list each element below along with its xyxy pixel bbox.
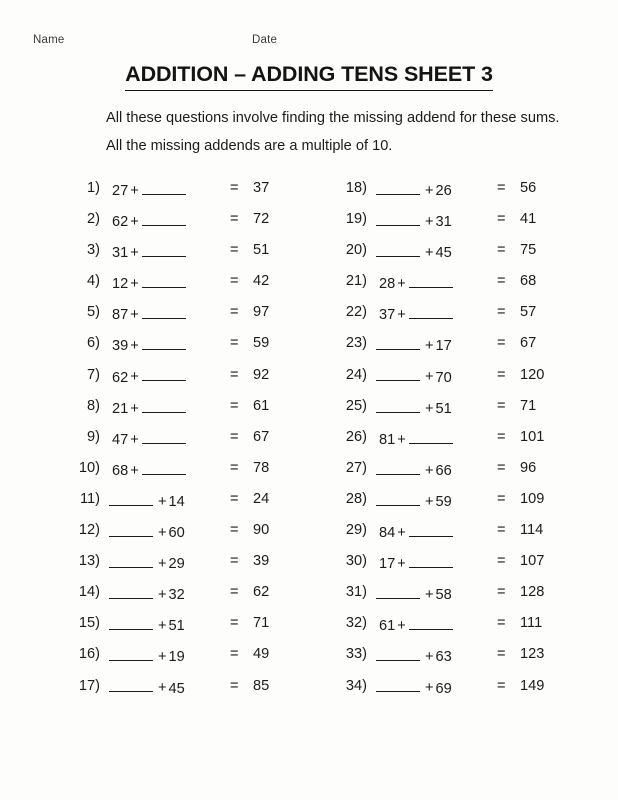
question-number: 13) <box>78 553 100 570</box>
known-addend: 14 <box>168 493 185 510</box>
question-number: 28) <box>345 490 367 507</box>
equals-sign: = <box>497 180 506 196</box>
sum-total: 123 <box>520 646 545 663</box>
plus-sign: + <box>425 587 434 604</box>
question-expression <box>375 180 487 199</box>
question-number: 29) <box>345 522 367 539</box>
question-number: 33) <box>345 646 367 663</box>
instruction-line: All these questions involve finding the missing addend for these sums. <box>106 110 560 126</box>
sum-total: 51 <box>253 242 270 259</box>
missing-addend-blank[interactable] <box>109 522 153 537</box>
plus-sign: + <box>397 431 406 448</box>
known-addend: 45 <box>168 680 185 697</box>
sum-total: 72 <box>253 211 270 228</box>
question-row <box>70 331 330 362</box>
question-row <box>70 363 330 394</box>
known-addend: 45 <box>435 245 452 262</box>
plus-sign: + <box>397 307 406 324</box>
plus-sign: + <box>425 245 434 262</box>
plus-sign: + <box>158 493 167 510</box>
instruction-line: All the missing addends are a multiple of 10. <box>106 138 393 154</box>
question-row <box>337 580 597 611</box>
known-addend: 19 <box>168 649 185 666</box>
plus-sign: + <box>130 213 139 230</box>
plus-sign: + <box>158 649 167 666</box>
question-row <box>70 207 330 238</box>
question-row <box>337 456 597 487</box>
question-expression <box>375 646 487 665</box>
sum-total: 62 <box>253 584 270 601</box>
question-number: 26) <box>345 428 367 445</box>
question-row <box>337 518 597 549</box>
question-row <box>337 425 597 456</box>
equals-sign: = <box>497 584 506 601</box>
known-addend: 70 <box>435 369 452 386</box>
sum-total: 39 <box>253 553 270 570</box>
question-number: 18) <box>345 180 367 196</box>
question-number: 12) <box>78 522 100 539</box>
equals-sign: = <box>230 615 239 632</box>
missing-addend-blank[interactable] <box>409 553 453 568</box>
plus-sign: + <box>130 182 139 199</box>
question-row <box>70 425 330 456</box>
missing-addend-blank[interactable] <box>109 491 153 506</box>
known-addend: 81 <box>379 431 396 448</box>
missing-addend-blank[interactable] <box>376 584 420 599</box>
worksheet-meta-row <box>0 34 618 50</box>
plus-sign: + <box>158 680 167 697</box>
question-number: 10) <box>78 459 100 476</box>
plus-sign: + <box>425 493 434 510</box>
known-addend: 62 <box>112 213 129 230</box>
missing-addend-blank[interactable] <box>376 491 420 506</box>
equals-sign: = <box>497 242 506 259</box>
question-number: 22) <box>345 304 367 321</box>
question-column-right <box>337 176 597 705</box>
equals-sign: = <box>497 459 506 476</box>
question-number: 2) <box>87 211 100 228</box>
sum-total: 92 <box>253 366 270 383</box>
plus-sign: + <box>397 276 406 293</box>
known-addend: 12 <box>112 276 129 293</box>
plus-sign: + <box>130 245 139 262</box>
known-addend: 31 <box>435 213 452 230</box>
question-row <box>70 487 330 518</box>
question-column-left <box>70 176 330 705</box>
sum-total: 61 <box>253 397 270 414</box>
question-number: 6) <box>87 335 100 352</box>
question-row <box>337 487 597 518</box>
missing-addend-blank[interactable] <box>109 584 153 599</box>
question-expression <box>112 335 224 354</box>
date-label: Date <box>252 34 278 46</box>
missing-addend-blank[interactable] <box>376 646 420 661</box>
question-expression <box>112 211 224 230</box>
question-number: 20) <box>345 242 367 259</box>
sum-total: 67 <box>253 428 270 445</box>
missing-addend-blank[interactable] <box>109 678 153 693</box>
sum-total: 56 <box>520 180 537 196</box>
equals-sign: = <box>497 335 506 352</box>
question-number: 3) <box>87 242 100 259</box>
page-title-text: ADDITION – ADDING TENS SHEET 3 <box>125 62 493 91</box>
equals-sign: = <box>230 553 239 570</box>
question-expression <box>108 584 220 603</box>
known-addend: 87 <box>112 307 129 324</box>
known-addend: 62 <box>112 369 129 386</box>
missing-addend-blank[interactable] <box>376 398 420 413</box>
equals-sign: = <box>497 677 506 694</box>
question-row <box>337 269 597 300</box>
sum-total: 59 <box>253 335 270 352</box>
sum-total: 24 <box>253 490 270 507</box>
question-expression <box>112 180 224 199</box>
known-addend: 17 <box>435 338 452 355</box>
sum-total: 75 <box>520 242 537 259</box>
sum-total: 101 <box>520 428 545 445</box>
question-expression <box>375 678 487 697</box>
missing-addend-blank[interactable] <box>409 615 453 630</box>
equals-sign: = <box>497 646 506 663</box>
equals-sign: = <box>230 366 239 383</box>
missing-addend-blank[interactable] <box>376 335 420 350</box>
equals-sign: = <box>230 242 239 259</box>
sum-total: 42 <box>253 273 270 290</box>
question-row <box>337 394 597 425</box>
known-addend: 21 <box>112 400 129 417</box>
equals-sign: = <box>230 428 239 445</box>
equals-sign: = <box>230 646 239 663</box>
equals-sign: = <box>497 615 506 632</box>
known-addend: 63 <box>435 649 452 666</box>
question-row <box>70 238 330 269</box>
equals-sign: = <box>230 490 239 507</box>
question-number: 32) <box>345 615 367 632</box>
plus-sign: + <box>130 338 139 355</box>
sum-total: 49 <box>253 646 270 663</box>
question-expression <box>375 242 487 261</box>
missing-addend-blank[interactable] <box>376 460 420 475</box>
known-addend: 47 <box>112 431 129 448</box>
equals-sign: = <box>497 304 506 321</box>
question-expression <box>108 678 220 697</box>
plus-sign: + <box>130 400 139 417</box>
missing-addend-blank[interactable] <box>376 242 420 257</box>
question-number: 16) <box>78 646 100 663</box>
equals-sign: = <box>230 584 239 601</box>
plus-sign: + <box>425 213 434 230</box>
sum-total: 128 <box>520 584 545 601</box>
equals-sign: = <box>497 522 506 539</box>
known-addend: 61 <box>379 618 396 635</box>
equals-sign: = <box>497 553 506 570</box>
plus-sign: + <box>425 680 434 697</box>
sum-total: 85 <box>253 677 270 694</box>
sum-total: 97 <box>253 304 270 321</box>
known-addend: 60 <box>168 524 185 541</box>
question-expression <box>112 398 224 417</box>
known-addend: 69 <box>435 680 452 697</box>
question-row <box>337 300 597 331</box>
question-expression <box>375 491 487 510</box>
sum-total: 96 <box>520 459 537 476</box>
sum-total: 71 <box>520 397 537 414</box>
question-number: 30) <box>345 553 367 570</box>
missing-addend-blank[interactable] <box>142 304 186 319</box>
known-addend: 26 <box>435 182 452 199</box>
missing-addend-blank[interactable] <box>142 367 186 382</box>
known-addend: 37 <box>379 307 396 324</box>
plus-sign: + <box>425 462 434 479</box>
missing-addend-blank[interactable] <box>142 211 186 226</box>
missing-addend-blank[interactable] <box>142 273 186 288</box>
question-row <box>337 238 597 269</box>
question-row <box>337 331 597 362</box>
question-number: 21) <box>345 273 367 290</box>
question-expression <box>108 615 220 634</box>
known-addend: 17 <box>379 555 396 572</box>
question-expression <box>375 398 487 417</box>
known-addend: 66 <box>435 462 452 479</box>
missing-addend-blank[interactable] <box>376 180 420 195</box>
question-number: 14) <box>78 584 100 601</box>
equals-sign: = <box>230 522 239 539</box>
question-row <box>70 549 330 580</box>
page-title <box>0 62 618 91</box>
question-expression <box>379 553 491 572</box>
equals-sign: = <box>230 211 239 228</box>
question-number: 23) <box>345 335 367 352</box>
missing-addend-blank[interactable] <box>409 429 453 444</box>
missing-addend-blank[interactable] <box>376 367 420 382</box>
question-row <box>70 176 330 207</box>
equals-sign: = <box>230 180 239 196</box>
sum-total: 68 <box>520 273 537 290</box>
sum-total: 37 <box>253 180 270 196</box>
missing-addend-blank[interactable] <box>376 678 420 693</box>
sum-total: 78 <box>253 459 270 476</box>
question-expression <box>112 242 224 261</box>
name-label: Name <box>33 34 65 46</box>
instructions <box>106 104 606 160</box>
question-number: 25) <box>345 397 367 414</box>
sum-total: 67 <box>520 335 537 352</box>
missing-addend-blank[interactable] <box>409 304 453 319</box>
missing-addend-blank[interactable] <box>142 460 186 475</box>
question-expression <box>112 429 224 448</box>
plus-sign: + <box>130 369 139 386</box>
plus-sign: + <box>397 618 406 635</box>
question-expression <box>375 584 487 603</box>
sum-total: 90 <box>253 522 270 539</box>
plus-sign: + <box>130 462 139 479</box>
missing-addend-blank[interactable] <box>109 553 153 568</box>
question-number: 17) <box>78 677 100 694</box>
plus-sign: + <box>425 369 434 386</box>
question-number: 4) <box>87 273 100 290</box>
equals-sign: = <box>230 335 239 352</box>
question-expression <box>375 367 487 386</box>
known-addend: 31 <box>112 245 129 262</box>
known-addend: 51 <box>168 618 185 635</box>
question-number: 27) <box>345 459 367 476</box>
question-expression <box>379 429 491 448</box>
missing-addend-blank[interactable] <box>142 180 186 195</box>
plus-sign: + <box>158 555 167 572</box>
question-row <box>337 642 597 673</box>
known-addend: 84 <box>379 524 396 541</box>
plus-sign: + <box>425 400 434 417</box>
question-expression <box>379 273 491 292</box>
known-addend: 32 <box>168 587 185 604</box>
sum-total: 111 <box>520 615 543 632</box>
question-row <box>70 518 330 549</box>
equals-sign: = <box>230 677 239 694</box>
missing-addend-blank[interactable] <box>109 615 153 630</box>
sum-total: 57 <box>520 304 537 321</box>
plus-sign: + <box>425 338 434 355</box>
known-addend: 28 <box>379 276 396 293</box>
question-row <box>70 394 330 425</box>
question-row <box>337 176 597 207</box>
equals-sign: = <box>497 211 506 228</box>
missing-addend-blank[interactable] <box>409 522 453 537</box>
sum-total: 107 <box>520 553 545 570</box>
known-addend: 29 <box>168 555 185 572</box>
equals-sign: = <box>230 273 239 290</box>
question-row <box>337 549 597 580</box>
missing-addend-blank[interactable] <box>142 398 186 413</box>
question-number: 9) <box>87 428 100 445</box>
question-row <box>337 674 597 705</box>
question-number: 31) <box>345 584 367 601</box>
equals-sign: = <box>497 428 506 445</box>
question-number: 1) <box>87 180 100 196</box>
plus-sign: + <box>158 587 167 604</box>
question-expression <box>112 304 224 323</box>
missing-addend-blank[interactable] <box>376 211 420 226</box>
equals-sign: = <box>497 273 506 290</box>
question-number: 15) <box>78 615 100 632</box>
question-number: 24) <box>345 366 367 383</box>
sum-total: 149 <box>520 677 545 694</box>
known-addend: 68 <box>112 462 129 479</box>
missing-addend-blank[interactable] <box>142 242 186 257</box>
plus-sign: + <box>397 555 406 572</box>
question-expression <box>379 522 491 541</box>
equals-sign: = <box>497 490 506 507</box>
question-expression <box>112 367 224 386</box>
question-row <box>70 611 330 642</box>
missing-addend-blank[interactable] <box>142 335 186 350</box>
plus-sign: + <box>397 524 406 541</box>
equals-sign: = <box>230 459 239 476</box>
sum-total: 109 <box>520 490 545 507</box>
known-addend: 39 <box>112 338 129 355</box>
question-expression <box>112 273 224 292</box>
question-row <box>337 611 597 642</box>
equals-sign: = <box>497 397 506 414</box>
question-expression <box>108 553 220 572</box>
question-row <box>70 269 330 300</box>
known-addend: 51 <box>435 400 452 417</box>
question-expression <box>375 335 487 354</box>
question-expression <box>379 304 491 323</box>
question-number: 11) <box>79 490 100 507</box>
equals-sign: = <box>230 397 239 414</box>
known-addend: 27 <box>112 182 129 199</box>
sum-total: 41 <box>520 211 537 228</box>
plus-sign: + <box>158 524 167 541</box>
question-row <box>70 642 330 673</box>
question-row <box>70 300 330 331</box>
sum-total: 114 <box>520 522 544 539</box>
sum-total: 120 <box>520 366 545 383</box>
plus-sign: + <box>425 649 434 666</box>
equals-sign: = <box>497 366 506 383</box>
plus-sign: + <box>130 307 139 324</box>
question-row <box>337 207 597 238</box>
question-row <box>70 674 330 705</box>
plus-sign: + <box>158 618 167 635</box>
missing-addend-blank[interactable] <box>409 273 453 288</box>
question-number: 7) <box>87 366 100 383</box>
question-row <box>70 456 330 487</box>
question-expression <box>108 646 220 665</box>
plus-sign: + <box>130 431 139 448</box>
question-expression <box>375 211 487 230</box>
known-addend: 58 <box>435 587 452 604</box>
question-number: 5) <box>87 304 100 321</box>
missing-addend-blank[interactable] <box>142 429 186 444</box>
missing-addend-blank[interactable] <box>109 646 153 661</box>
question-expression <box>112 460 224 479</box>
question-number: 8) <box>87 397 100 414</box>
question-row <box>70 580 330 611</box>
question-expression <box>379 615 491 634</box>
question-row <box>337 363 597 394</box>
known-addend: 59 <box>435 493 452 510</box>
plus-sign: + <box>425 182 434 199</box>
question-expression <box>375 460 487 479</box>
question-expression <box>108 491 220 510</box>
plus-sign: + <box>130 276 139 293</box>
question-number: 19) <box>345 211 367 228</box>
sum-total: 71 <box>253 615 270 632</box>
question-expression <box>108 522 220 541</box>
equals-sign: = <box>230 304 239 321</box>
question-number: 34) <box>345 677 367 694</box>
